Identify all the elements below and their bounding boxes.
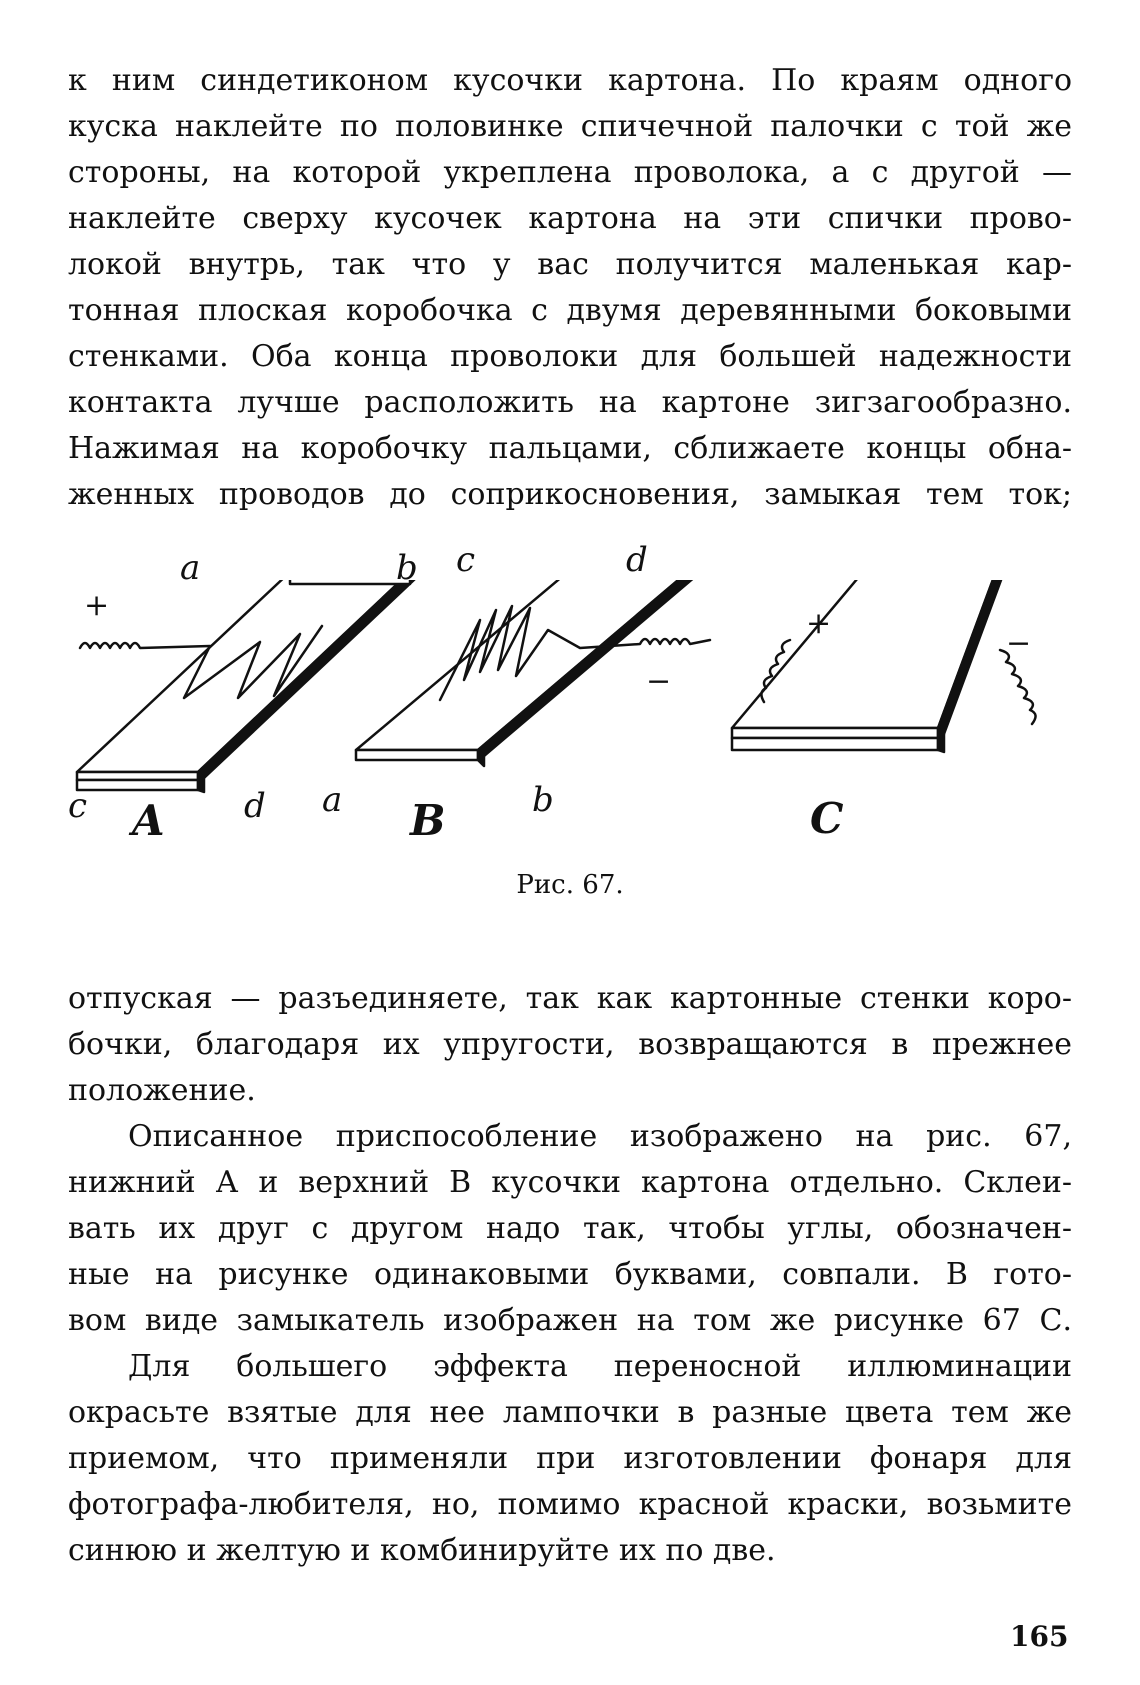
text-line: локой внутрь, так что у вас получится маленькая кар- bbox=[68, 247, 1072, 282]
text-line: женных проводов до соприкосновения, замыкая тем ток; bbox=[68, 477, 1072, 512]
panel-b-corner-top-right: d bbox=[626, 540, 648, 580]
top-paragraph bbox=[68, 58, 1072, 518]
text-line: стороны, на которой укреплена проволока, а с другой — bbox=[68, 155, 1072, 190]
text-line: куска наклейте по половинке спичечной палочки с той же bbox=[68, 109, 1072, 144]
panel-a-plus-sign: + bbox=[84, 588, 110, 623]
panel-c-minus-sign: − bbox=[1006, 626, 1032, 661]
panel-c-drawing bbox=[732, 580, 1036, 752]
figure-caption: Рис. 67. bbox=[516, 870, 624, 900]
panel-b-corner-bottom-right: b bbox=[532, 780, 554, 820]
text-line: стенками. Оба конца проволоки для большей надежности bbox=[68, 339, 1072, 374]
panel-b-minus-sign: − bbox=[646, 664, 672, 699]
text-line: контакта лучше расположить на картоне зигзагообразно. bbox=[68, 385, 1072, 420]
panel-a-corner-bottom-right: d bbox=[244, 786, 266, 826]
text-line: бочки, благодаря их упругости, возвращаются в прежнее bbox=[68, 1027, 1072, 1062]
text-line: к ним синдетиконом кусочки картона. По краям одного bbox=[68, 63, 1072, 98]
figure-67 bbox=[60, 540, 1080, 910]
text-line: ные на рисунке одинаковыми буквами, совпали. В гото- bbox=[68, 1257, 1072, 1292]
text-line: фотографа-любителя, но, помимо красной краски, возьмите bbox=[68, 1487, 1072, 1522]
text-line: положение. bbox=[68, 1073, 256, 1108]
text-line: Нажимая на коробочку пальцами, сближаете концы обна- bbox=[68, 431, 1072, 466]
panel-b-corner-bottom-left: a bbox=[322, 780, 343, 820]
text-line: Для большего эффекта переносной иллюминации bbox=[128, 1349, 1072, 1384]
panel-a-corner-top-left: a bbox=[180, 548, 201, 588]
figure-drawing bbox=[60, 580, 1080, 860]
panel-a-corner-top-right: b bbox=[396, 548, 418, 588]
panel-a-label: A bbox=[132, 796, 165, 845]
text-line: Описанное приспособление изображено на рис. 67, bbox=[128, 1119, 1072, 1154]
text-line: нижний А и верхний В кусочки картона отдельно. Склеи- bbox=[68, 1165, 1072, 1200]
text-line: приемом, что применяли при изготовлении фонаря для bbox=[68, 1441, 1072, 1476]
text-line: отпуская — разъединяете, так как картонные стенки коро- bbox=[68, 981, 1072, 1016]
panel-b-corner-top-left: c bbox=[456, 540, 476, 580]
page-number: 165 bbox=[1010, 1620, 1069, 1653]
text-line: наклейте сверху кусочек картона на эти спички прово- bbox=[68, 201, 1072, 236]
panel-a-corner-bottom-left: c bbox=[68, 786, 88, 826]
text-line: тонная плоская коробочка с двумя деревянными боковыми bbox=[68, 293, 1072, 328]
bottom-paragraph bbox=[68, 976, 1072, 1574]
text-line: синюю и желтую и комбинируйте их по две. bbox=[68, 1533, 776, 1568]
text-line: вать их друг с другом надо так, чтобы углы, обозначен- bbox=[68, 1211, 1072, 1246]
text-line: вом виде замыкатель изображен на том же рисунке 67 С. bbox=[68, 1303, 1072, 1338]
panel-c-plus-sign: + bbox=[806, 606, 832, 641]
text-line: окрасьте взятые для нее лампочки в разные цвета тем же bbox=[68, 1395, 1072, 1430]
panel-b-label: B bbox=[410, 796, 446, 845]
panel-c-label: C bbox=[810, 794, 844, 843]
